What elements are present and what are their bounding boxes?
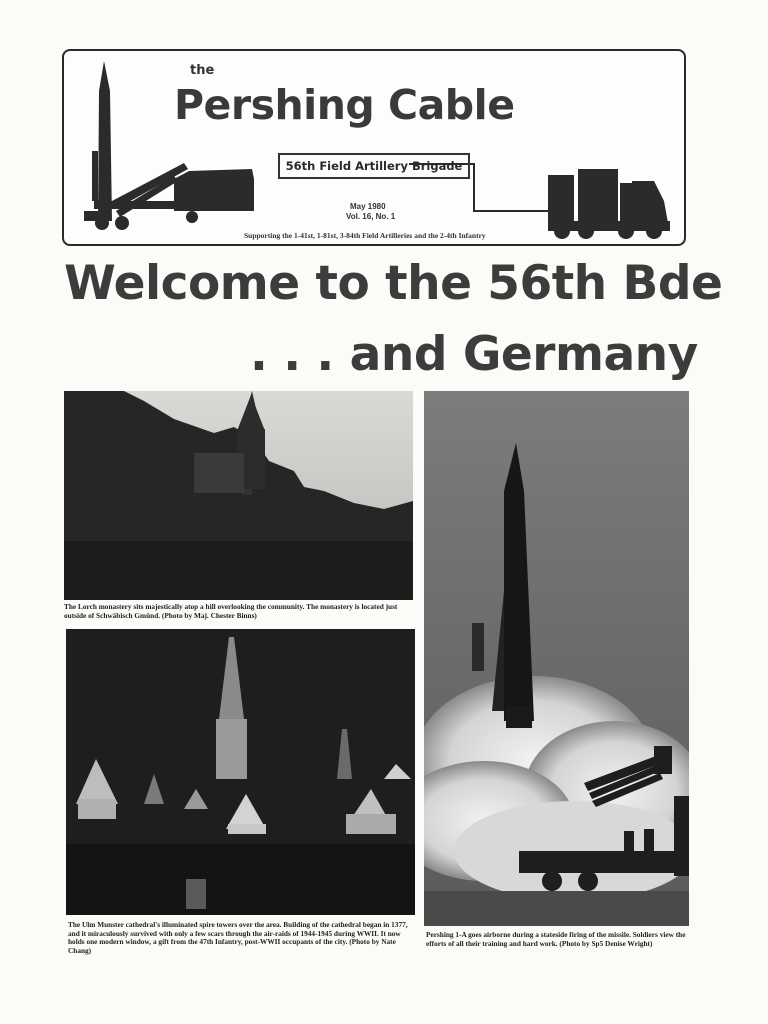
- ulm-photo-caption: The Ulm Munster cathedral's illuminated spire towers over the area. Building of the cathedral began in 1377, and it miraculously survived with only a few scars through the air-raids of 1944-1945 during WWII. It now holds one modern window, a gift from the 47th Infantry, post-WWII occupants of the city. (Photo by Nate Chang): [68, 920, 408, 955]
- masthead: [62, 49, 686, 246]
- pershing-missile-photo: [424, 391, 689, 926]
- issue-volume: Vol. 16, No. 1: [346, 212, 396, 221]
- missile-photo-caption: Pershing 1-A goes airborne during a stateside firing of the missile. Soldiers view the efforts of all their training and hard work. (Photo by Sp5 Denise Wright): [426, 930, 686, 948]
- lorch-photo-caption: The Lorch monastery sits majestically atop a hill overlooking the community. The monastery is located just outside of Schwäbisch Gmünd. (Photo by Maj. Chester Binns): [64, 602, 398, 620]
- lorch-monastery-photo: [64, 391, 413, 600]
- headline-line-2: . . . and Germany: [250, 327, 698, 382]
- newspaper-title: Pershing Cable: [174, 81, 515, 129]
- brigade-name: 56th Field Artillery Brigade: [278, 153, 470, 179]
- headline-line-1: Welcome to the 56th Bde: [64, 256, 723, 311]
- ulm-munster-photo: [66, 629, 415, 915]
- issue-date: May 1980: [350, 202, 386, 211]
- supporting-units: Supporting the 1-41st, 1-81st, 3-84th Field Artilleries and the 2-4th Infantry: [244, 231, 486, 240]
- masthead-the: the: [190, 63, 215, 78]
- truck-illustration: [548, 169, 670, 239]
